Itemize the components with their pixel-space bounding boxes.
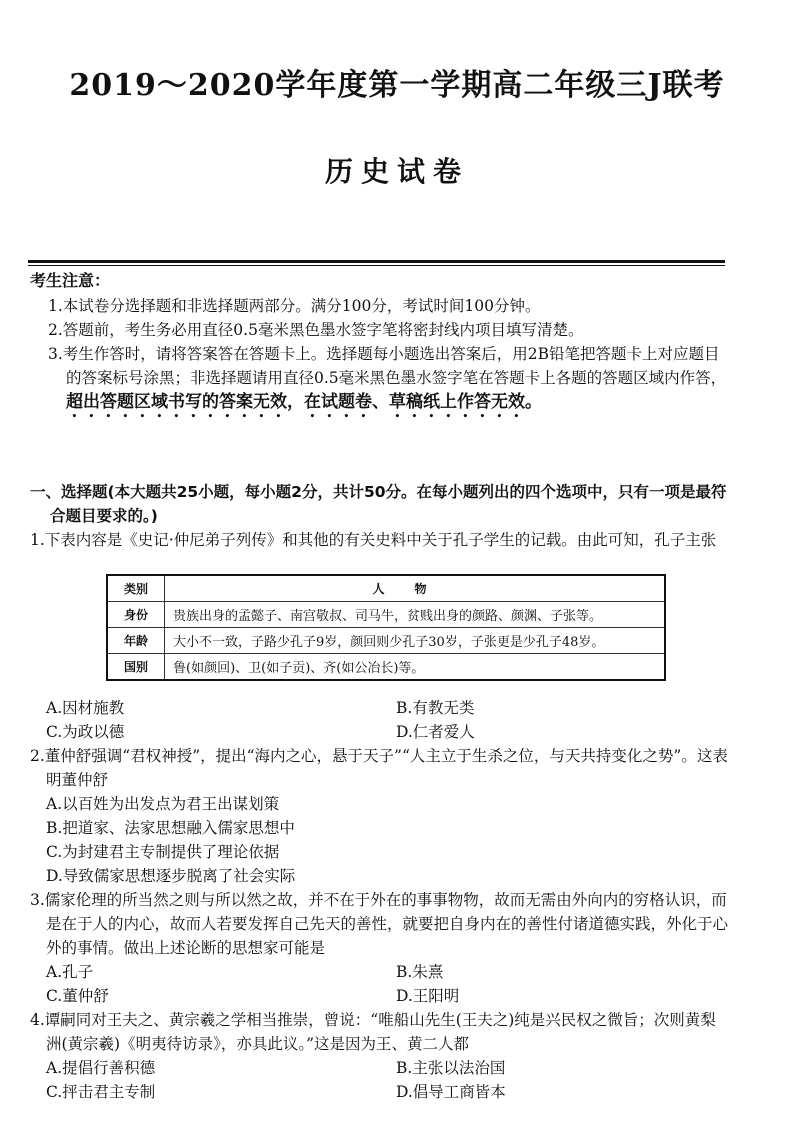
student-info-table [106, 574, 666, 681]
options-list [30, 792, 730, 888]
table-row [107, 575, 665, 602]
option-a: A.因材施教 [46, 699, 125, 717]
header-rule-thick [28, 260, 725, 263]
options-grid [30, 960, 730, 1008]
exam-subject: 历史试卷 [324, 155, 469, 188]
question-1-stem: 1.下表内容是《史记·仲尼弟子列传》和其他的有关史料中关于孔子学生的记载。由此可知，孔子主张 [30, 531, 717, 549]
table-row [107, 628, 665, 654]
notice-emphasis-2: 在试题卷、草稿纸上作答无效 [304, 392, 525, 412]
notice-block [30, 268, 730, 422]
question-4 [30, 1008, 730, 1104]
notice-item-1: 1.本试卷分选择题和非选择题两部分。满分100分，考试时间100分钟。 [48, 297, 541, 315]
notice-heading: 考生注意： [30, 271, 111, 290]
notice-item-3-text: 3.考生作答时，请将答案答在答题卡上。选择题每小题选出答案后，用2B铅笔把答题卡上对应题目的答案标号涂黑；非选择题请用直径0.5毫米黑色墨水签字笔在答题卡上各题的答题区域内作答， [48, 345, 727, 387]
table-row-value: 大小不一致，子路少孔子9岁，颜回则少孔子30岁，子张更是少孔子48岁。 [165, 628, 666, 654]
option-d: D.仁者爱人 [396, 723, 475, 741]
notice-emphasis-1: 超出答题区域书写的答案无效 [66, 392, 287, 412]
notice-sep: ， [287, 392, 304, 412]
question-3-stem: 3.儒家伦理的所当然之则与所以然之故，并不在于外在的事事物物，故而无需由外向内的穷格认识，而是在于人的内心，故而人若要发挥自己先天的善性，就要把自身内在的善性付诸道德实践，外化于心外的事情。做出上述论断的思想家可能是 [30, 891, 729, 957]
option-d: D.导致儒家思想逐步脱离了社会实际 [46, 867, 296, 885]
options-grid [30, 696, 730, 744]
table-header-key: 类别 [107, 575, 165, 602]
table-row-key: 国别 [107, 654, 165, 681]
exam-title: 2019～2020学年度第一学期高二年级三J联考 [69, 68, 725, 103]
table-row-value: 贵族出身的孟懿子、南宫敬叔、司马牛，贫贱出身的颜路、颜渊、子张等。 [165, 602, 666, 628]
table-header-value: 人物 [165, 575, 666, 602]
section-heading: 一、选择题(本大题共25小题，每小题2分，共计50分。在每小题列出的四个选项中，只有一项是最符合题目要求的。) [30, 483, 727, 525]
option-c: C.为封建君主专制提供了理论依据 [46, 843, 280, 861]
option-c: C.抨击君主专制 [46, 1083, 156, 1101]
table-row-key: 年龄 [107, 628, 165, 654]
option-c: C.董仲舒 [46, 987, 109, 1005]
option-a: A.以百姓为出发点为君王出谋划策 [46, 795, 280, 813]
option-b: B.把道家、法家思想融入儒家思想中 [46, 819, 295, 837]
question-1 [30, 528, 730, 552]
notice-item-3 [30, 342, 730, 422]
option-d: D.王阳明 [396, 987, 460, 1005]
option-d: D.倡导工商皆本 [396, 1083, 506, 1101]
option-a: A.提倡行善积德 [46, 1059, 156, 1077]
table-row-value: 鲁(如颜回)、卫(如子贡)、齐(如公冶长)等。 [165, 654, 666, 681]
header-rule-thin [28, 265, 725, 266]
option-a: A.孔子 [46, 963, 94, 981]
table-row [107, 654, 665, 681]
table-row [107, 602, 665, 628]
question-2 [30, 744, 730, 888]
option-b: B.主张以法治国 [396, 1059, 506, 1077]
option-b: B.朱熹 [396, 963, 444, 981]
option-b: B.有教无类 [396, 699, 475, 717]
option-c: C.为政以德 [46, 723, 125, 741]
notice-item-2: 2.答题前，考生务必用直径0.5毫米黑色墨水签字笔将密封线内项目填写清楚。 [48, 321, 584, 339]
options-grid [30, 1056, 730, 1104]
question-2-stem: 2.董仲舒强调“君权神授”，提出“海内之心，悬于天子”“人主立于生杀之位，与天共持变化之势”。这表明董仲舒 [30, 747, 728, 789]
notice-end: 。 [525, 392, 542, 412]
question-1-options [30, 696, 730, 744]
table-row-key: 身份 [107, 602, 165, 628]
question-3 [30, 888, 730, 1008]
section-choice [30, 480, 730, 528]
question-4-stem: 4.谭嗣同对王夫之、黄宗羲之学相当推崇，曾说：“唯船山先生(王夫之)纯是兴民权之微旨；次则黄梨洲(黄宗羲)《明夷待访录》，亦具此议。”这是因为王、黄二人都 [30, 1011, 716, 1053]
